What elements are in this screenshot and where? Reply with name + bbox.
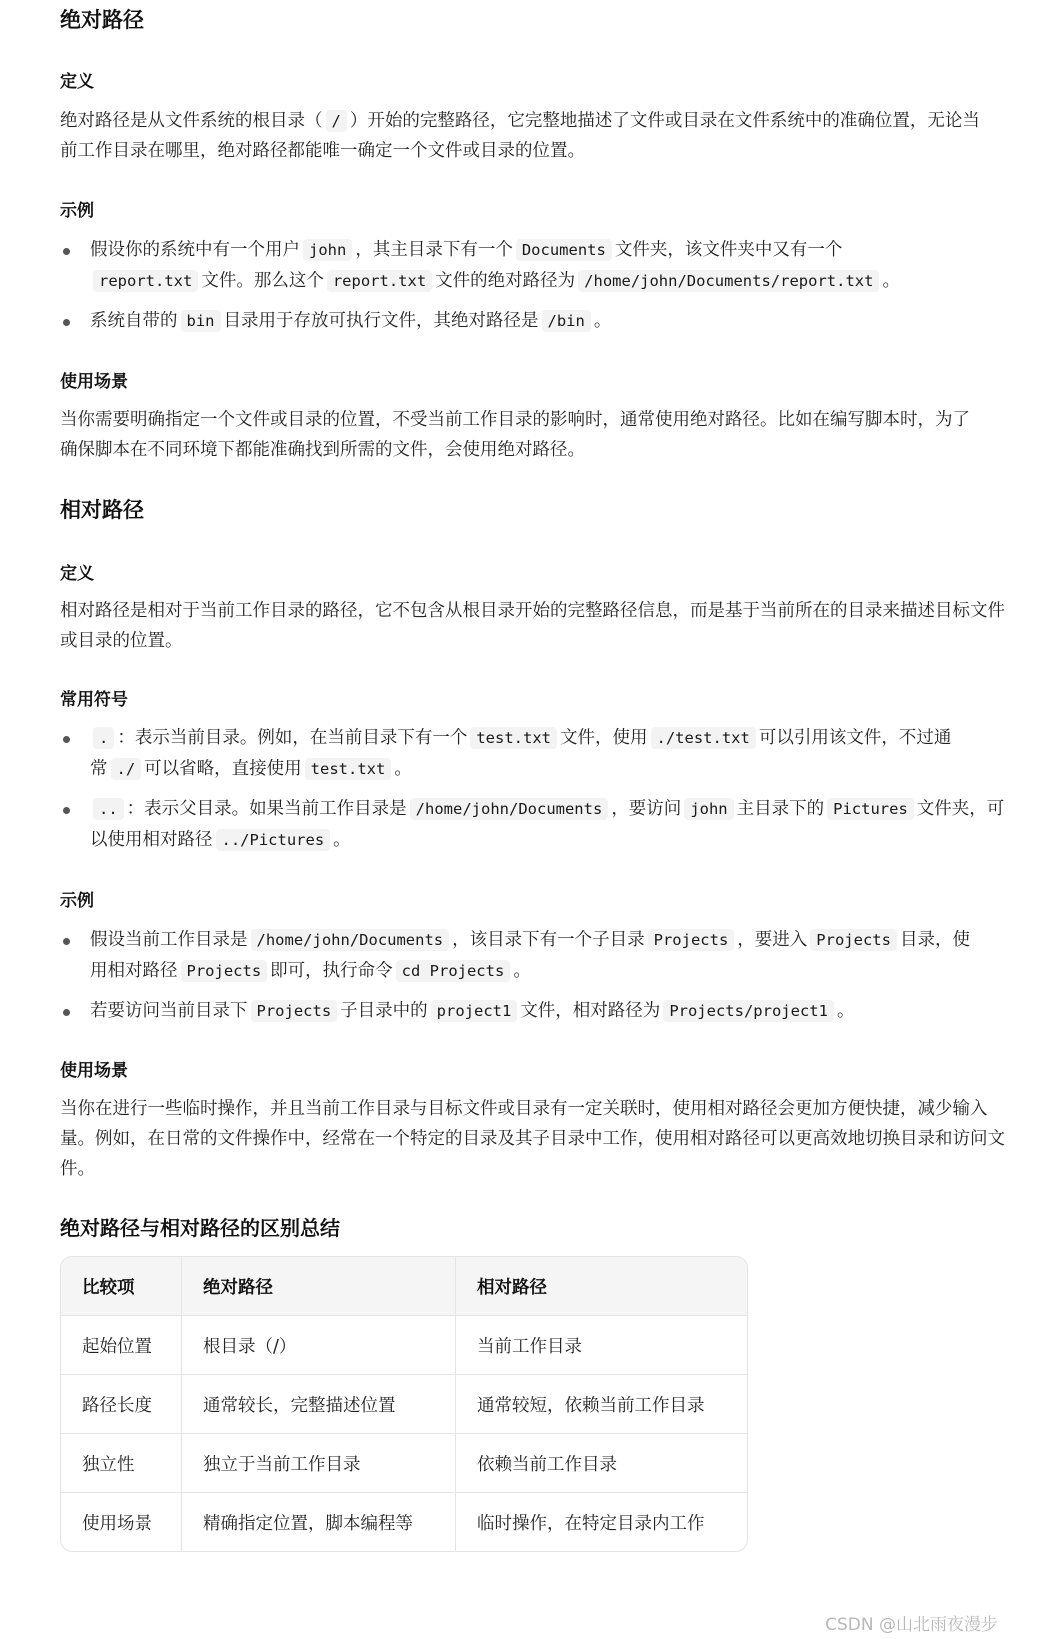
table-cell: 通常较长，完整描述位置 [182, 1375, 456, 1434]
text-run: 。 [394, 759, 412, 779]
table-cell: 路径长度 [61, 1375, 182, 1434]
text-run: 子目录中的 [340, 1001, 428, 1021]
text-run: 目录用于存放可执行文件，其绝对路径是 [223, 311, 539, 331]
text-run: 可以引用该文件，不过通常 [90, 728, 952, 779]
table-row [61, 1375, 747, 1434]
inline-code: Projects [181, 960, 268, 982]
text-run: 系统自带的 [90, 311, 178, 331]
inline-code: test.txt [470, 727, 557, 749]
table-cell: 依赖当前工作目录 [456, 1434, 748, 1493]
bullet-icon [63, 1009, 70, 1016]
text-run: 文件，相对路径为 [520, 1001, 661, 1021]
abs-definition-text [60, 106, 980, 166]
table-header-cell: 绝对路径 [182, 1257, 456, 1316]
rel-symbols-heading: 常用符号 [60, 690, 128, 710]
inline-code: ../Pictures [216, 829, 331, 851]
list-item [60, 996, 970, 1027]
text-run: 主目录下的 [736, 799, 825, 819]
text-run: 绝对路径是从文件系统的根目录（ [60, 111, 323, 131]
list-item [60, 723, 1005, 785]
inline-code: .. [93, 798, 124, 820]
table-cell: 独立性 [61, 1434, 182, 1493]
rel-definition-text: 相对路径是相对于当前工作目录的路径，它不包含从根目录开始的完整路径信息，而是基于当前所在的目录来描述目标文件或目录的位置。 [60, 601, 1005, 651]
list-item [60, 925, 970, 987]
text-run: ，其主目录下有一个 [355, 240, 513, 260]
text-run: 。 [882, 271, 900, 291]
text-run: 文件夹，该文件夹中又有一个 [614, 240, 843, 260]
inline-code: john [303, 239, 352, 261]
table-row [61, 1316, 747, 1375]
text-run: ：表示父目录。如果当前工作目录是 [126, 799, 407, 819]
rel-symbols-list [60, 723, 1005, 856]
inline-code: Pictures [827, 798, 914, 820]
table-header-row [61, 1257, 747, 1316]
rel-usage-heading: 使用场景 [60, 1061, 128, 1081]
bullet-icon [63, 938, 70, 945]
text-run: 文件，使用 [560, 728, 648, 748]
text-run: 文件的绝对路径为 [435, 271, 576, 291]
inline-code: report.txt [93, 270, 198, 292]
bullet-icon [63, 319, 70, 326]
inline-code: Projects/project1 [663, 1000, 834, 1022]
rel-example-heading: 示例 [60, 891, 94, 911]
summary-title: 绝对路径与相对路径的区别总结 [60, 1216, 340, 1240]
table-row [61, 1493, 747, 1552]
table-cell: 精确指定位置，脚本编程等 [182, 1493, 456, 1552]
bullet-icon [63, 248, 70, 255]
rel-example-list [60, 925, 970, 1027]
table-row [61, 1434, 747, 1493]
inline-code: /bin [542, 310, 591, 332]
inline-code: /home/john/Documents [251, 929, 450, 951]
table-cell: 起始位置 [61, 1316, 182, 1375]
list-item [60, 306, 940, 337]
inline-code: / [326, 110, 347, 132]
table-cell: 根目录（/） [182, 1316, 456, 1375]
abs-example-list [60, 235, 940, 337]
section-title-absolute-path: 绝对路径 [60, 8, 144, 32]
inline-code: report.txt [327, 270, 432, 292]
text-run: 可以省略，直接使用 [144, 759, 302, 779]
rel-usage-text: 当你在进行一些临时操作，并且当前工作目录与目标文件或目录有一定关联时，使用相对路径会更加方便快捷，减少输入量。例如，在日常的文件操作中，经常在一个特定的目录及其子目录中工作，使用相对路径可以更高效地切换目录和访问文件。 [60, 1099, 1005, 1179]
inline-code: Projects [251, 1000, 338, 1022]
watermark: CSDN @山北雨夜漫步 [825, 1615, 998, 1635]
text-run: 。 [513, 961, 531, 981]
list-item [60, 235, 940, 297]
table-cell: 独立于当前工作目录 [182, 1434, 456, 1493]
text-run: ，要访问 [611, 799, 682, 819]
table-header-cell: 比较项 [61, 1257, 182, 1316]
inline-code: /home/john/Documents/report.txt [578, 270, 879, 292]
abs-example-heading: 示例 [60, 201, 94, 221]
table-cell: 当前工作目录 [456, 1316, 748, 1375]
abs-usage-text: 当你需要明确指定一个文件或目录的位置，不受当前工作目录的影响时，通常使用绝对路径。比如在编写脚本时，为了确保脚本在不同环境下都能准确找到所需的文件，会使用绝对路径。 [60, 410, 970, 460]
text-run: ：表示当前目录。例如，在当前目录下有一个 [117, 728, 468, 748]
abs-definition-heading: 定义 [60, 72, 94, 92]
inline-code: /home/john/Documents [410, 798, 609, 820]
text-run: 若要访问当前目录下 [90, 1001, 248, 1021]
bullet-icon [63, 807, 70, 814]
inline-code: Projects [810, 929, 897, 951]
comparison-table [60, 1256, 748, 1552]
text-run: 文件。那么这个 [201, 271, 324, 291]
inline-code: project1 [431, 1000, 518, 1022]
table-cell: 临时操作，在特定目录内工作 [456, 1493, 748, 1552]
text-run: 目录，使用相对路径 [90, 930, 970, 981]
text-run: 文件夹，可以使用相对路径 [90, 799, 1005, 850]
text-run: 假设当前工作目录是 [90, 930, 248, 950]
inline-code: john [684, 798, 733, 820]
bullet-icon [63, 736, 70, 743]
text-run: 。 [593, 311, 612, 331]
text-run: 即可，执行命令 [270, 961, 393, 981]
inline-code: ./test.txt [651, 727, 756, 749]
rel-definition-heading: 定义 [60, 564, 94, 584]
text-run: ）开始的完整路径，它完整地描述了文件或目录在文件系统中的准确位置，无论当前工作目录在哪里，绝对路径都能唯一确定一个文件或目录的位置。 [60, 111, 980, 161]
text-run: ，该目录下有一个子目录 [452, 930, 645, 950]
table-header-cell: 相对路径 [456, 1257, 748, 1316]
inline-code: test.txt [305, 758, 392, 780]
inline-code: . [93, 727, 114, 749]
inline-code: ./ [111, 758, 142, 780]
inline-code: bin [181, 310, 221, 332]
text-run: 。 [333, 830, 351, 850]
inline-code: Projects [648, 929, 735, 951]
abs-usage-heading: 使用场景 [60, 372, 128, 392]
table-cell: 使用场景 [82, 1513, 152, 1534]
list-item [60, 794, 1005, 856]
inline-code: Documents [516, 239, 612, 261]
text-run: 假设你的系统中有一个用户 [90, 240, 300, 260]
section-title-relative-path: 相对路径 [60, 498, 144, 522]
table-cell: 通常较短，依赖当前工作目录 [456, 1375, 748, 1434]
inline-code: cd Projects [396, 960, 511, 982]
text-run: ，要进入 [737, 930, 808, 950]
text-run: 。 [836, 1001, 855, 1021]
